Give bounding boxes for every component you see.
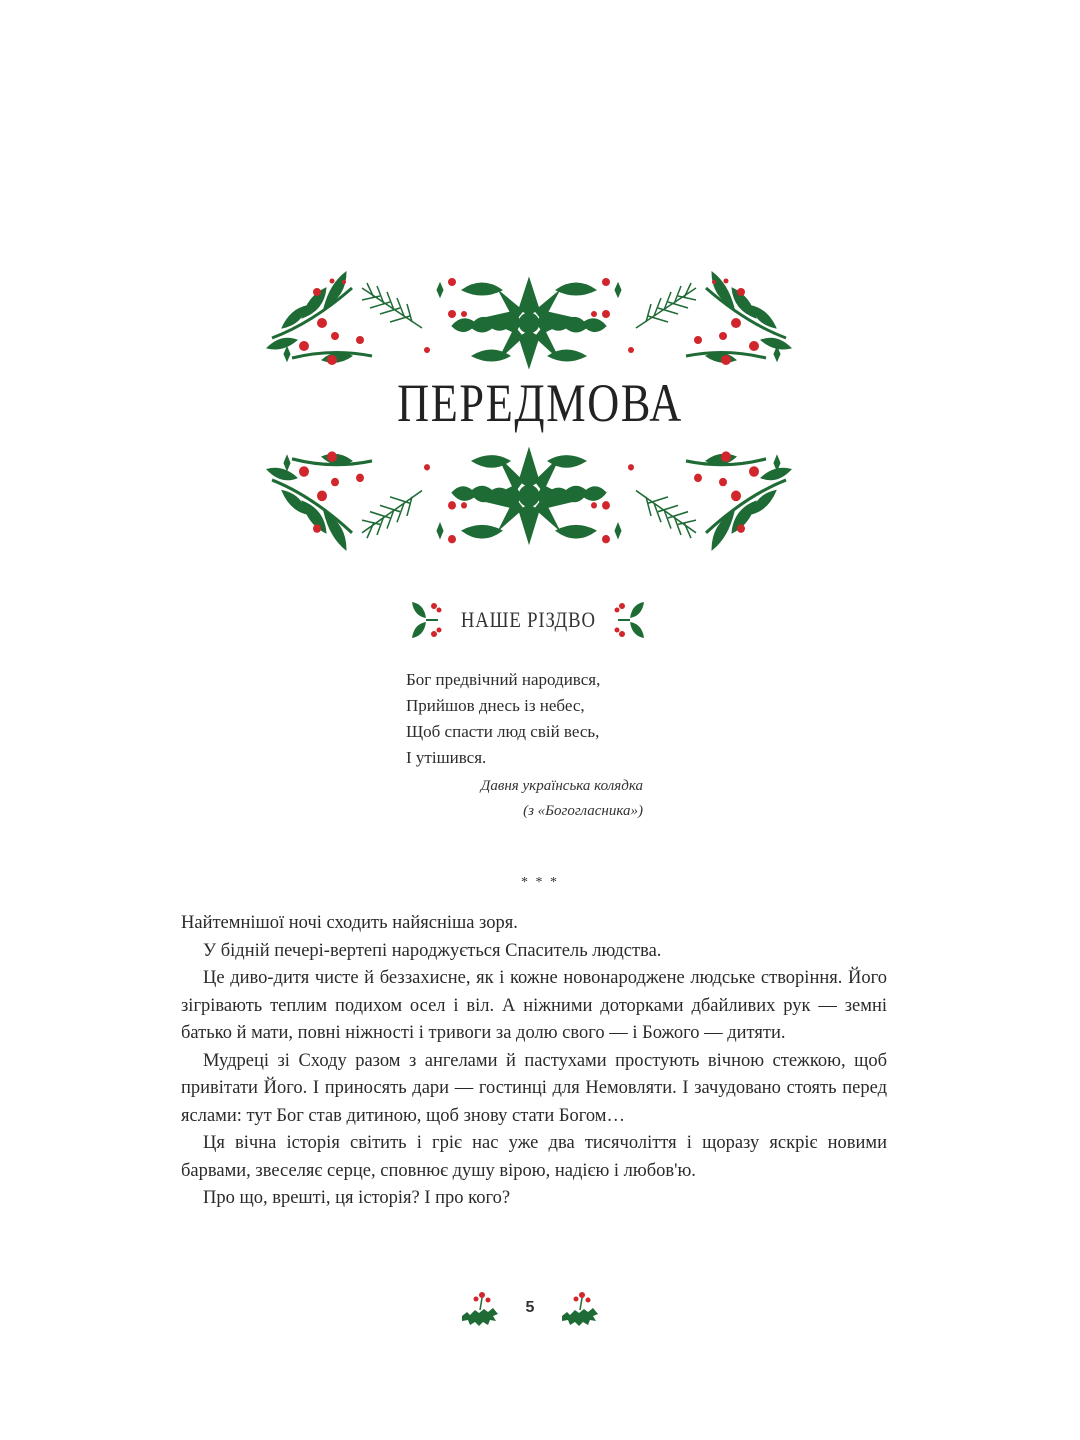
epigraph-attribution: Давня українська колядка: [480, 778, 643, 794]
epigraph-source: (з «Богогласника»): [523, 803, 643, 819]
holly-berry-icon: [560, 1288, 600, 1328]
body-text: [181, 910, 887, 1213]
poem-line: Бог предвічний народився,: [406, 670, 601, 689]
holly-sprig-icon: [612, 598, 648, 642]
poem-line: І утішився.: [406, 748, 487, 767]
poem-line: Щоб спасти люд свій весь,: [406, 722, 600, 741]
section-heading-text: НАШЕ РІЗДВО: [460, 607, 596, 632]
holly-berry-icon: [460, 1288, 500, 1328]
paragraph: Найтемнішої ночі сходить найясніша зоря.: [181, 913, 518, 933]
page-footer: [460, 1286, 600, 1330]
page-title: ПЕРЕДМОВА: [397, 373, 683, 433]
top-floral-ornament: [262, 268, 796, 372]
page-number: 5: [525, 1299, 535, 1316]
section-separator: * * *: [521, 875, 559, 890]
paragraph: Ця вічна історія світить і гріє нас уже два тисячоліття і щоразу яскріє новими барвами, звеселяє серце, сповнює душу вірою, надією і любов'ю.: [181, 1133, 887, 1181]
holly-garland-icon: [262, 444, 796, 554]
poem-line: Прийшов днесь із небес,: [406, 696, 585, 715]
bottom-floral-ornament: [262, 444, 796, 554]
paragraph: Мудреці зі Сходу разом з ангелами й пастухами простують вічною стежкою, щоб привітати Його. І приносять дари — гостинці для Немовляти. І зачудовано стоять перед яслами: тут Бог став дитиною, щоб знову стати Богом…: [181, 1050, 887, 1126]
paragraph: Про що, врешті, ця історія? І про кого?: [203, 1188, 511, 1208]
section-heading: [408, 598, 648, 642]
epigraph-poem: [406, 667, 600, 771]
paragraph: У бідній печері-вертепі народжується Спаситель людства.: [203, 940, 662, 961]
holly-sprig-icon: [408, 598, 444, 642]
paragraph: Це диво-дитя чисте й беззахисне, як і кожне новонароджене людське створіння. Його зігрівають теплим подихом осел і віл. А ніжними доторками дбайливих рук — земні батько й мати, повні ніжності і тривоги за долю свого — і Божого — дитяти.: [181, 968, 887, 1043]
holly-garland-icon: [262, 268, 796, 372]
